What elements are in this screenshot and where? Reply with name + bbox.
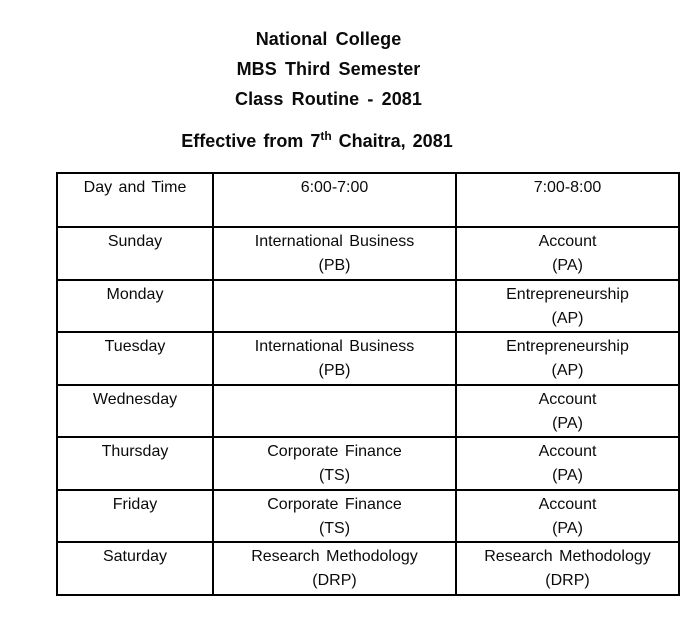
effective-date-suffix: Chaitra, 2081 — [331, 131, 453, 151]
subject-cell-tuesday-slot2 — [456, 332, 679, 385]
subject-name: Corporate Finance — [267, 443, 402, 460]
subject-cell-saturday-slot1 — [213, 542, 456, 595]
subject-cell-friday-slot1 — [213, 490, 456, 543]
day-cell-thursday: Thursday — [57, 437, 213, 490]
table-row-monday — [57, 280, 679, 333]
teacher-code: (AP) — [551, 309, 584, 327]
table-header-row — [57, 173, 679, 227]
subject-name: Research Methodology — [484, 548, 651, 565]
effective-date-prefix: Effective from 7 — [181, 131, 321, 151]
effective-date-line — [0, 129, 634, 153]
college-name: National College — [255, 29, 402, 49]
table-row-wednesday — [57, 385, 679, 438]
column-header-slot2-time: 7:00-8:00 — [456, 173, 679, 227]
subject-cell-thursday-slot2 — [456, 437, 679, 490]
day-cell-friday: Friday — [57, 490, 213, 543]
effective-date-superscript: th — [320, 129, 332, 143]
day-cell-wednesday: Wednesday — [57, 385, 213, 438]
column-header-slot1-time: 6:00-7:00 — [213, 173, 456, 227]
column-header-day-time: Day and Time — [57, 173, 213, 227]
day-cell-monday: Monday — [57, 280, 213, 333]
subject-name: Account — [538, 443, 597, 460]
teacher-code: (PB) — [318, 257, 351, 274]
subject-name: Account — [538, 233, 597, 250]
routine-title: Class Routine - 2081 — [234, 89, 423, 109]
subject-cell-friday-slot2 — [456, 490, 679, 543]
teacher-code: (PA) — [552, 257, 583, 274]
subject-name: International Business — [254, 233, 415, 250]
subject-cell-saturday-slot2 — [456, 542, 679, 595]
subject-name: Research Methodology — [251, 548, 418, 565]
day-cell-tuesday: Tuesday — [57, 332, 213, 385]
subject-cell-sunday-slot1 — [213, 227, 456, 280]
semester-title: MBS Third Semester — [236, 59, 421, 79]
teacher-code: (PA) — [552, 519, 583, 537]
table-row-friday — [57, 490, 679, 543]
teacher-code: (PA) — [552, 414, 583, 432]
teacher-code: (AP) — [551, 362, 584, 379]
subject-cell-wednesday-slot1 — [213, 385, 456, 438]
subject-cell-thursday-slot1 — [213, 437, 456, 490]
routine-table — [56, 172, 680, 596]
teacher-code: (TS) — [318, 519, 351, 537]
day-cell-saturday: Saturday — [57, 542, 213, 595]
table-row-tuesday — [57, 332, 679, 385]
teacher-code: (DRP) — [312, 572, 357, 589]
subject-cell-monday-slot1 — [213, 280, 456, 333]
teacher-code: (TS) — [318, 467, 351, 484]
subject-name: Entrepreneurship — [506, 338, 629, 355]
table-row-thursday — [57, 437, 679, 490]
subject-name: Account — [538, 495, 597, 513]
subject-name: International Business — [254, 338, 415, 355]
table-row-saturday — [57, 542, 679, 595]
subject-cell-tuesday-slot1 — [213, 332, 456, 385]
document-heading-block — [0, 24, 657, 114]
subject-name: Corporate Finance — [267, 495, 402, 513]
table-row-sunday — [57, 227, 679, 280]
day-cell-sunday: Sunday — [57, 227, 213, 280]
teacher-code: (PA) — [552, 467, 583, 484]
teacher-code: (PB) — [318, 362, 351, 379]
teacher-code: (DRP) — [545, 572, 590, 589]
subject-cell-wednesday-slot2 — [456, 385, 679, 438]
subject-cell-monday-slot2 — [456, 280, 679, 333]
subject-name: Account — [538, 390, 597, 408]
subject-cell-sunday-slot2 — [456, 227, 679, 280]
subject-name: Entrepreneurship — [506, 285, 629, 303]
